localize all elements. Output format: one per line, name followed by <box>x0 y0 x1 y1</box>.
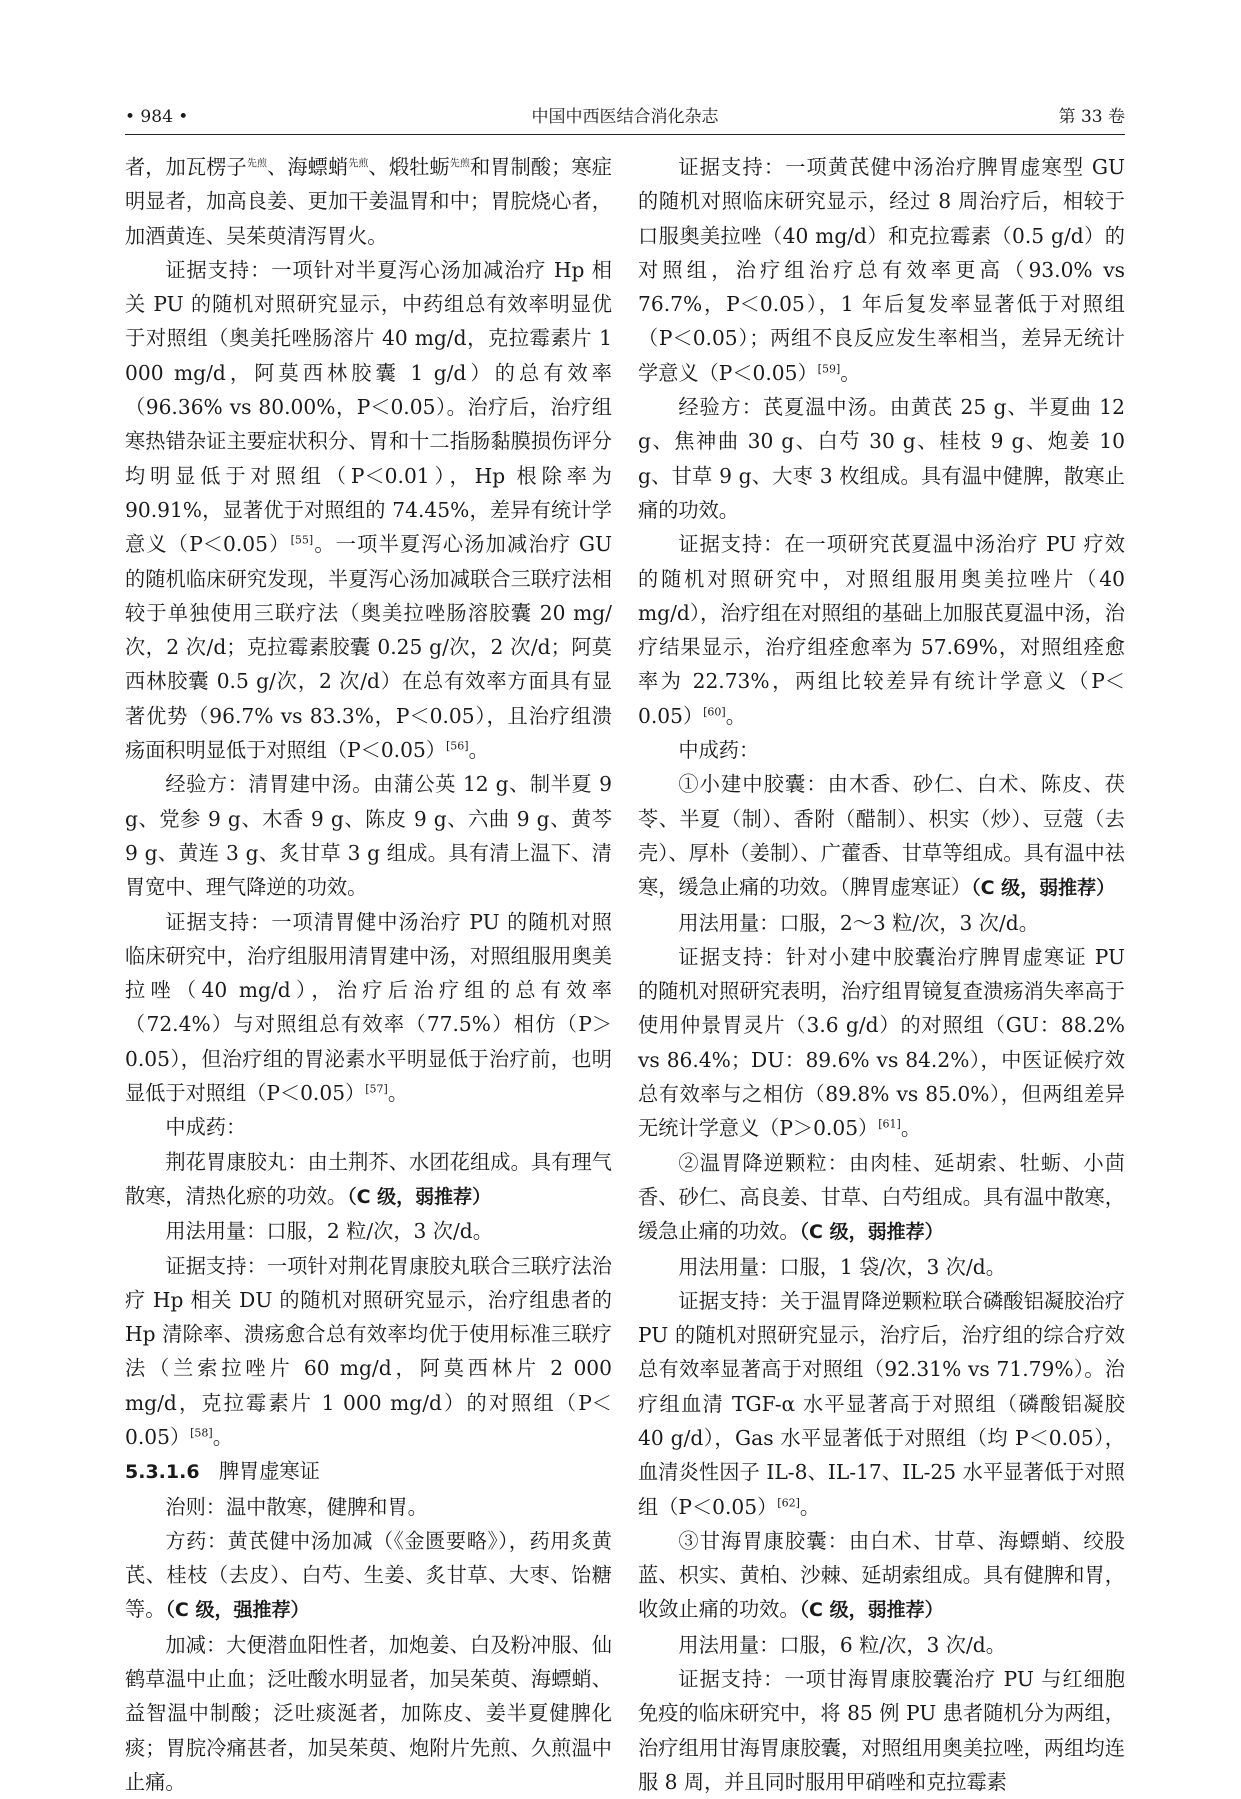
paragraph: 荆花胃康胶丸：由土荆芥、水团花组成。具有理气散寒，清热化瘀的功效。（C 级，弱推荐） <box>125 1149 612 1208</box>
citation: [62] <box>777 1495 800 1509</box>
header-rule <box>125 134 1125 135</box>
citation: [58] <box>190 1426 213 1440</box>
paragraph: 经验方：清胃建中汤。由蒲公英 12 g、制半夏 9 g、党参 9 g、木香 9 g、陈皮 9 g、六曲 9 g、黄芩 9 g、黄连 3 g、炙甘草 3 g 组成。具有清上温下、清胃宽中、理气降逆的功效。 <box>125 772 612 900</box>
annotation-mark: 先煎 <box>449 158 470 170</box>
recommendation-grade: （C 级，弱推荐） <box>971 877 1116 900</box>
page-number: • 984 • <box>125 107 189 127</box>
right-column <box>638 150 1125 1799</box>
recommendation-grade: （C 级，弱推荐） <box>799 1599 944 1622</box>
paragraph: 证据支持：在一项研究芪夏温中汤治疗 PU 疗效的随机对照研究中，对照组服用奥美拉唑片（40 mg/d），治疗组在对照组的基础上加服芪夏温中汤，治疗结果显示，治疗组痊愈率为 57.69%，对照组痊愈率为 22.73%，两组比较差异有统计学意义（P＜0.05）[60]。 <box>638 532 1125 728</box>
paragraph: 中成药： <box>165 1115 247 1140</box>
left-column <box>125 150 612 1799</box>
paragraph: 中成药： <box>678 738 760 763</box>
paragraph: 用法用量：口服，6 粒/次，3 次/d。 <box>678 1632 1006 1657</box>
paragraph: ③甘海胃康胶囊：由白术、甘草、海螵蛸、绞股蓝、枳实、黄柏、沙棘、延胡索组成。具有健脾和胃，收敛止痛的功效。（C 级，弱推荐） <box>638 1528 1125 1622</box>
annotation-mark: 先煎 <box>348 158 369 170</box>
paragraph: 经验方：芪夏温中汤。由黄芪 25 g、半夏曲 12 g、焦神曲 30 g、白芍 30 g、桂枝 9 g、炮姜 10 g、甘草 9 g、大枣 3 枚组成。具有温中健脾，散寒止痛的功效。 <box>638 395 1125 522</box>
citation: [59] <box>817 362 841 376</box>
paragraph: 证据支持：一项针对半夏泻心汤加减治疗 Hp 相关 PU 的随机对照研究显示，中药组总有效率明显优于对照组（奥美托唑肠溶片 40 mg/d，克拉霉素片 1 000 mg/d，阿莫西林胶囊 1 g/d）的总有效率（96.36% vs 80.00%，P＜0.05）。治疗后，治疗组寒热错杂证主要症状积分、胃和十二指肠黏膜损伤评分均明显低于对照组（P＜0.01），Hp 根除率为 90.91%，显著优于对照组的 74.45%，差异有统计学意义（P＜0.05）[55]。一项半夏泻心汤加减治疗 GU 的随机临床研究发现，半夏泻心汤加减联合三联疗法相较于单独使用三联疗法（奥美拉唑肠溶胶囊 20 mg/次，2 次/d；克拉霉素胶囊 0.25 g/次，2 次/d；阿莫西林胶囊 0.5 g/次，2 次/d）在总有效率方面具有显著优势（96.7% vs 83.3%，P＜0.05），且治疗组溃疡面积明显低于对照组（P＜0.05）[56]。 <box>125 257 612 763</box>
journal-title: 中国中西医结合消化杂志 <box>531 107 719 127</box>
paragraph: 治则：温中散寒，健脾和胃。 <box>165 1494 428 1519</box>
paragraph: 证据支持：一项黄芪健中汤治疗脾胃虚寒型 GU 的随机对照临床研究显示，经过 8 周治疗后，相较于口服奥美拉唑（40 mg/d）和克拉霉素（0.5 g/d）的对照组，治疗组治疗总有效率更高（93.0% vs 76.7%，P＜0.05），1 年后复发率显著低于对照组（P＜0.05）；两组不良反应发生率相当，差异无统计学意义（P＜0.05）[59]。 <box>638 155 1125 385</box>
section-title: 脾胃虚寒证 <box>218 1459 320 1484</box>
paragraph: 证据支持：一项清胃健中汤治疗 PU 的随机对照临床研究中，治疗组服用清胃建中汤，对照组服用奥美拉唑（40 mg/d），治疗后治疗组的总有效率（72.4%）与对照组总有效率（77.5%）相仿（P＞0.05），但治疗组的胃泌素水平明显低于治疗前，也明显低于对照组（P＜0.05）[57]。 <box>125 909 612 1106</box>
citation: [57] <box>365 1082 388 1096</box>
paragraph: ①小建中胶囊：由木香、砂仁、白术、陈皮、茯苓、半夏（制）、香附（醋制）、枳实（炒）、豆蔻（去壳）、厚朴（姜制）、广藿香、甘草等组成。具有温中祛寒，缓急止痛的功效。（脾胃虚寒证）（C 级，弱推荐） <box>638 772 1125 900</box>
recommendation-grade: （C 级，弱推荐） <box>799 1221 944 1244</box>
paragraph: 证据支持：针对小建中胶囊治疗脾胃虚寒证 PU 的随机对照研究表明，治疗组胃镜复查溃疡消失率高于使用仲景胃灵片（3.6 g/d）的对照组（GU：88.2% vs 86.4%；DU：89.6% vs 84.2%），中医证候疗效总有效率与之相仿（89.8% vs 85.0%），但两组差异无统计学意义（P＞0.05）[61]。 <box>638 944 1125 1141</box>
running-header <box>125 104 1125 130</box>
citation: [56] <box>445 739 469 753</box>
citation: [55] <box>290 533 314 547</box>
paragraph: 证据支持：一项针对荆花胃康胶丸联合三联疗法治疗 Hp 相关 DU 的随机对照研究显示，治疗组患者的 Hp 清除率、溃疡愈合总有效率均优于使用标准三联疗法（兰索拉唑片 60 mg/d，阿莫西林片 2 000 mg/d，克拉霉素片 1 000 mg/d）的对照组（P＜0.05）[58]。 <box>125 1253 612 1449</box>
section-heading <box>125 1454 612 1489</box>
paragraph: 证据支持：关于温胃降逆颗粒联合磷酸铝凝胶治疗 PU 的随机对照研究显示，治疗后，治疗组的综合疗效总有效率显著高于对照组（92.31% vs 71.79%）。治疗组血清 TGF-α 水平显著高于对照组（磷酸铝凝胶 40 g/d），Gas 水平显著低于对照组（均 P＜0.05），血清炎性因子 IL-8、IL-17、IL-25 水平显著低于对照组（P＜0.05）[62]。 <box>638 1288 1125 1519</box>
paragraph: ②温胃降逆颗粒：由肉桂、延胡索、牡蛎、小茴香、砂仁、高良姜、甘草、白芍组成。具有温中散寒，缓急止痛的功效。（C 级，弱推荐） <box>638 1150 1125 1244</box>
paragraph: 者，加瓦楞子$^{先煎}$、海螵蛸$^{先煎}$、煅牡蛎$^{先煎}$和胃制酸；寒症明显者，加高良姜、更加干姜温胃和中；胃脘烧心者，加酒黄连、吴茱萸清泻胃火。 <box>125 155 612 248</box>
paragraph: 方药：黄芪健中汤加减（《金匮要略》），药用炙黄芪、桂枝（去皮）、白芍、生姜、炙甘草、大枣、饴糖等。（C 级，强推荐） <box>125 1528 612 1622</box>
recommendation-grade: （C 级，强推荐） <box>165 1599 310 1622</box>
paragraph: 加减：大便潜血阳性者，加炮姜、白及粉冲服、仙鹤草温中止血；泛吐酸水明显者，加吴茱萸、海螵蛸、益智温中制酸；泛吐痰涎者，加陈皮、姜半夏健脾化痰；胃脘冷痛甚者，加吴茱萸、炮附片先煎、久煎温中止痛。 <box>125 1632 612 1794</box>
paragraph: 用法用量：口服，2～3 粒/次，3 次/d。 <box>678 910 1039 935</box>
section-number: 5.3.1.6 <box>125 1461 200 1484</box>
annotation-mark: 先煎 <box>246 158 268 170</box>
citation: [61] <box>878 1117 901 1131</box>
paragraph: 证据支持：一项甘海胃康胶囊治疗 PU 与红细胞免疫的临床研究中，将 85 例 PU 患者随机分为两组，治疗组用甘海胃康胶囊，对照组用奥美拉唑，两组均连服 8 周，并且同时服用甲硝唑和克拉霉素 <box>638 1667 1125 1794</box>
paragraph: 用法用量：口服，1 袋/次，3 次/d。 <box>678 1254 1006 1279</box>
recommendation-grade: （C 级，弱推荐） <box>347 1185 492 1208</box>
citation: [60] <box>703 705 726 719</box>
paragraph: 用法用量：口服，2 粒/次，3 次/d。 <box>165 1219 493 1244</box>
volume-label: 第 33 卷 <box>1058 107 1125 127</box>
